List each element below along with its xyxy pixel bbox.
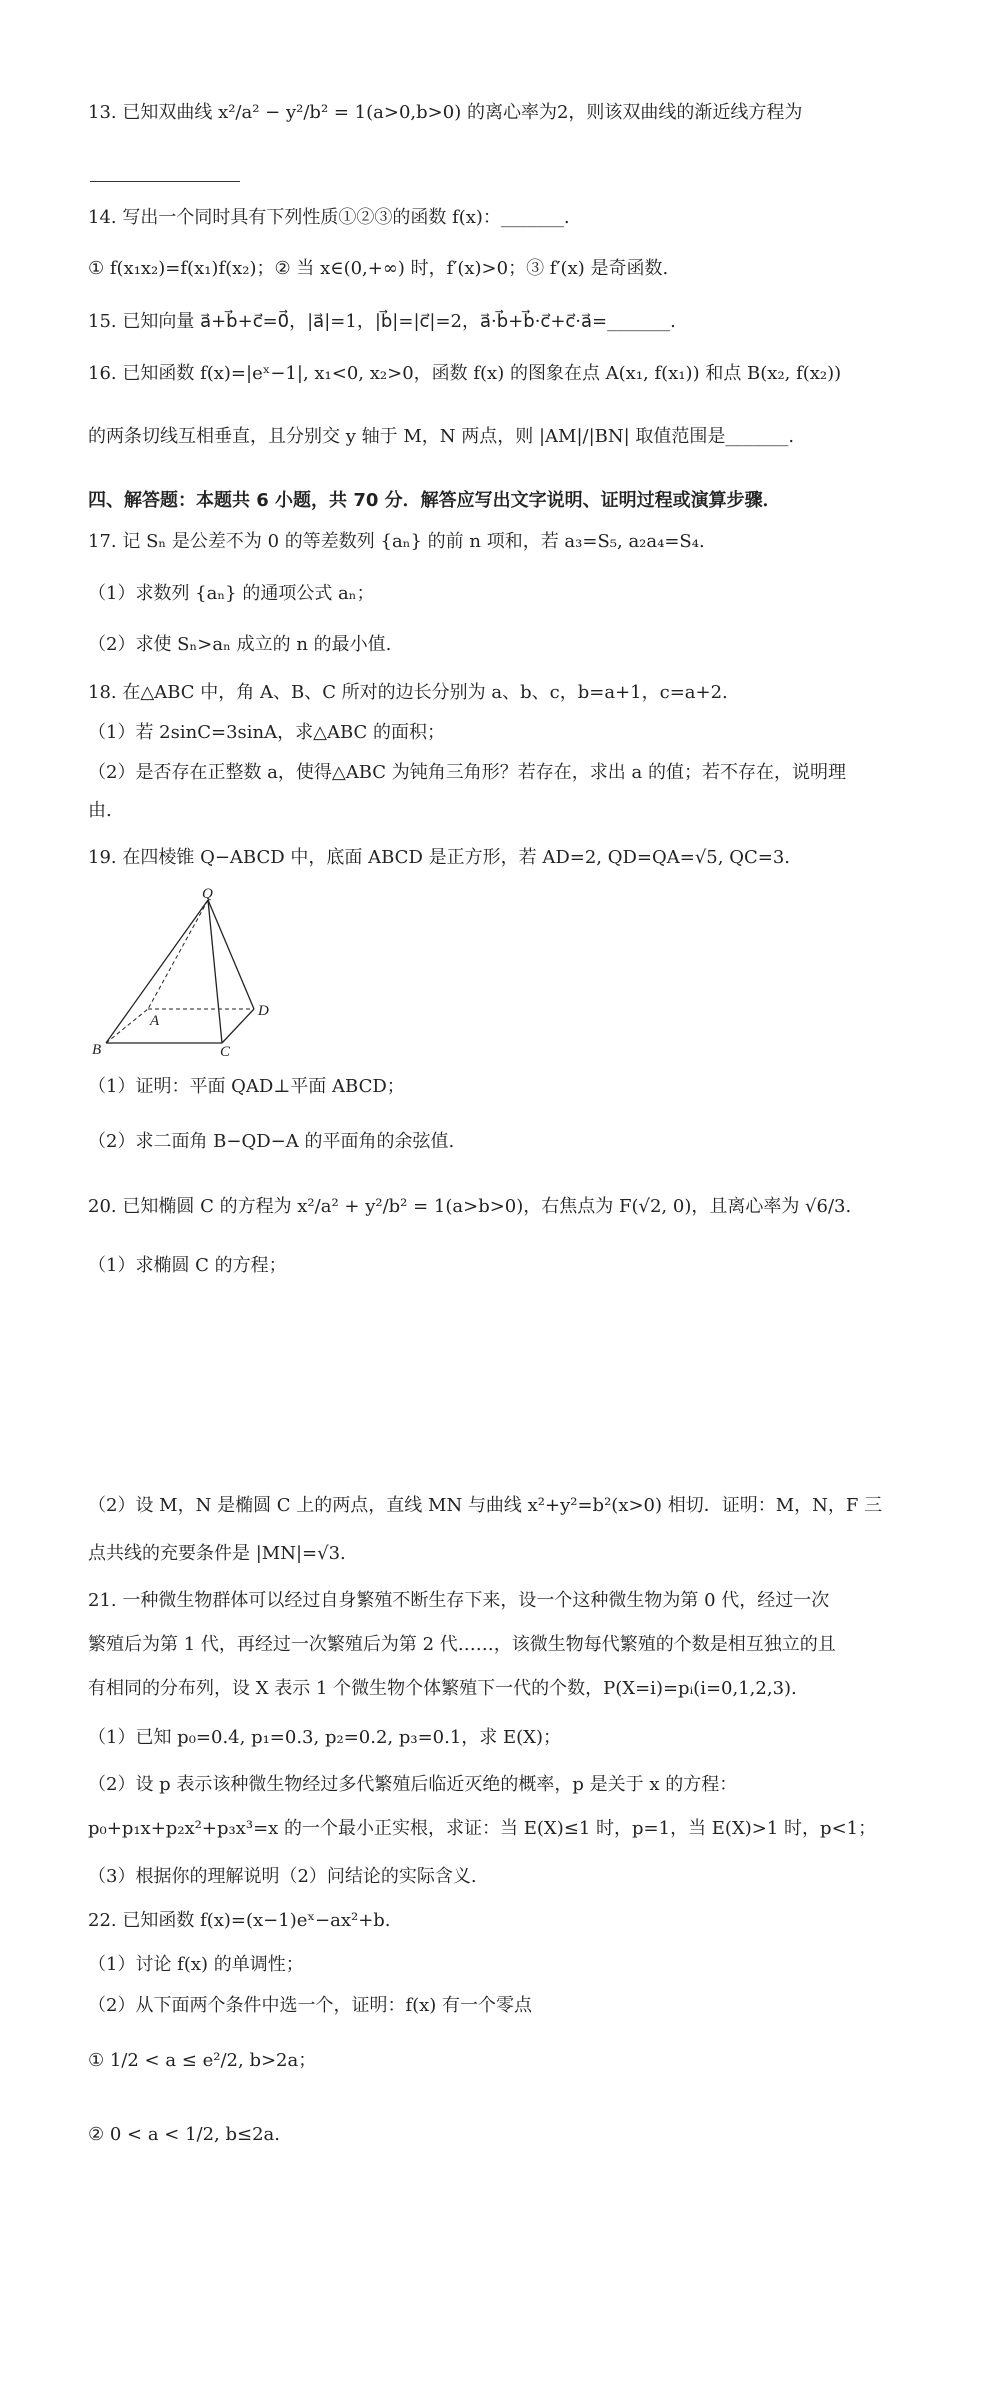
q22-option2: ② 0 < a < 1/2, b≤2a.	[88, 2124, 281, 2145]
edge-qc	[208, 900, 222, 1043]
q18-part2: （2）是否存在正整数 a，使得△ABC 为钝角三角形？若存在，求出 a 的值；若不存在，说明理	[88, 762, 846, 783]
edge-cd	[222, 1009, 254, 1043]
label-c: C	[220, 1044, 231, 1058]
edge-qa	[148, 900, 208, 1009]
label-q: Q	[202, 888, 213, 902]
q20-part2: （2）设 M，N 是椭圆 C 上的两点，直线 MN 与曲线 x²+y²=b²(x>0) 相切．证明：M，N，F 三	[88, 1495, 883, 1516]
pyramid-figure	[92, 888, 312, 1058]
q20-part2-cont: 点共线的充要条件是 |MN|=√3.	[88, 1543, 346, 1564]
q18-stem: 18. 在△ABC 中，角 A、B、C 所对的边长分别为 a、b、c，b=a+1，c=a+2.	[88, 682, 728, 703]
q18-part1: （1）若 2sinC=3sinA，求△ABC 的面积；	[88, 722, 446, 743]
q20-part1: （1）求椭圆 C 的方程；	[88, 1255, 287, 1276]
q17-part1: （1）求数列 {aₙ} 的通项公式 aₙ；	[88, 583, 375, 604]
q21-stem: 21. 一种微生物群体可以经过自身繁殖不断生存下来，设一个这种微生物为第 0 代，经过一次	[88, 1590, 830, 1611]
q17-part2: （2）求使 Sₙ>aₙ 成立的 n 的最小值.	[88, 634, 392, 655]
q15-stem: 15. 已知向量 a⃗+b⃗+c⃗=0⃗，|a⃗|=1，|b⃗|=|c⃗|=2，a⃗·b⃗+b⃗·c⃗+c⃗·a⃗=_______.	[88, 311, 676, 332]
q19-part1: （1）证明：平面 QAD⊥平面 ABCD；	[88, 1076, 405, 1097]
q20-stem: 20. 已知椭圆 C 的方程为 x²/a² + y²/b² = 1(a>b>0)，右焦点为 F(√2, 0)，且离心率为 √6/3.	[88, 1196, 852, 1217]
q21-part3: （3）根据你的理解说明（2）问结论的实际含义.	[88, 1866, 477, 1887]
q13-stem: 13. 已知双曲线 x²/a² − y²/b² = 1(a>0,b>0) 的离心率为2，则该双曲线的渐近线方程为	[88, 102, 803, 123]
q18-part2-cont: 由.	[88, 800, 112, 821]
section-heading: 四、解答题：本题共 6 小题，共 70 分．解答应写出文字说明、证明过程或演算步骤．	[88, 490, 781, 511]
q22-option1: ① 1/2 < a ≤ e²/2, b>2a；	[88, 2050, 317, 2071]
q22-stem: 22. 已知函数 f(x)=(x−1)eˣ−ax²+b.	[88, 1910, 391, 1931]
q22-part1: （1）讨论 f(x) 的单调性；	[88, 1954, 304, 1975]
q14-properties: ① f(x₁x₂)=f(x₁)f(x₂)；② 当 x∈(0,+∞) 时，f′(x)>0；③ f′(x) 是奇函数.	[88, 258, 669, 279]
q21-stem-cont2: 有相同的分布列，设 X 表示 1 个微生物个体繁殖下一代的个数，P(X=i)=pᵢ(i=0,1,2,3).	[88, 1678, 797, 1699]
q13-answer-blank	[90, 181, 240, 182]
label-b: B	[92, 1042, 102, 1058]
q19-stem: 19. 在四棱锥 Q−ABCD 中，底面 ABCD 是正方形，若 AD=2, QD=QA=√5, QC=3.	[88, 847, 790, 868]
q14-stem: 14. 写出一个同时具有下列性质①②③的函数 f(x)：_______.	[88, 207, 570, 228]
edge-qd	[208, 900, 254, 1009]
q21-part2: （2）设 p 表示该种微生物经过多代繁殖后临近灭绝的概率，p 是关于 x 的方程：	[88, 1774, 738, 1795]
q16-stem: 16. 已知函数 f(x)=|eˣ−1|, x₁<0, x₂>0，函数 f(x) 的图象在点 A(x₁, f(x₁)) 和点 B(x₂, f(x₂))	[88, 363, 842, 384]
q21-part2-cont: p₀+p₁x+p₂x²+p₃x³=x 的一个最小正实根，求证：当 E(X)≤1 时，p=1，当 E(X)>1 时，p<1；	[88, 1818, 877, 1839]
label-d: D	[258, 1003, 269, 1019]
q22-part2: （2）从下面两个条件中选一个，证明：f(x) 有一个零点	[88, 1995, 533, 2016]
q17-stem: 17. 记 Sₙ 是公差不为 0 的等差数列 {aₙ} 的前 n 项和，若 a₃=S₅, a₂a₄=S₄.	[88, 531, 705, 552]
label-a: A	[150, 1013, 160, 1029]
q16-stem-cont: 的两条切线互相垂直，且分别交 y 轴于 M，N 两点，则 |AM|/|BN| 取值范围是_______.	[88, 426, 795, 447]
q21-part1: （1）已知 p₀=0.4, p₁=0.3, p₂=0.2, p₃=0.1，求 E(X)；	[88, 1727, 562, 1748]
q19-part2: （2）求二面角 B−QD−A 的平面角的余弦值.	[88, 1131, 455, 1152]
q21-stem-cont1: 繁殖后为第 1 代，再经过一次繁殖后为第 2 代……，该微生物每代繁殖的个数是相互独立的且	[88, 1634, 836, 1655]
